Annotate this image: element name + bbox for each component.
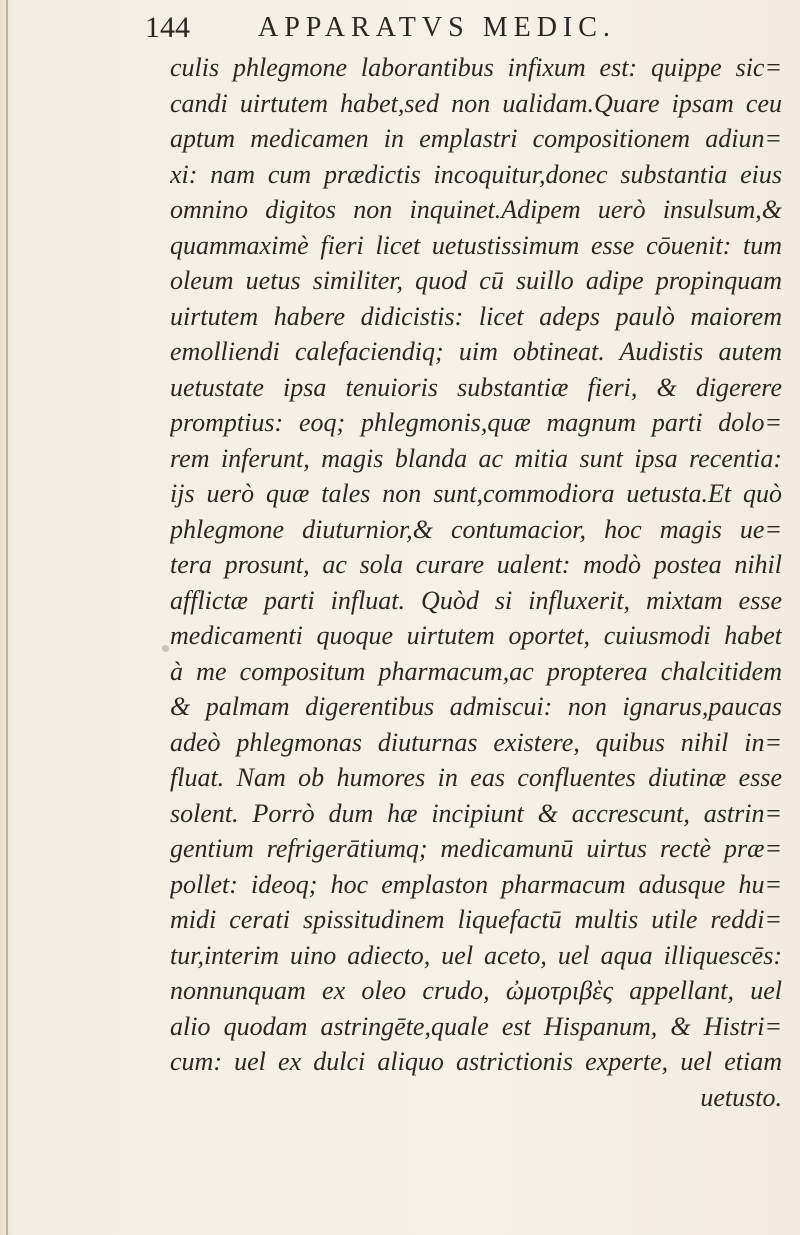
running-head: APPARATVS MEDIC. <box>258 12 616 43</box>
body-text <box>170 50 782 1115</box>
page-number: 144 <box>145 11 190 44</box>
text-line: uetusto. <box>700 1082 782 1112</box>
text-line: & palmam digerentibus admiscui: non ignarus,paucas <box>170 692 782 721</box>
text-line: aptum medicamen in emplastri compositionem adiun= <box>170 124 782 153</box>
text-line: solent. Porrò dum hæ incipiunt & accrescunt, astrin= <box>170 798 782 828</box>
text-line: cum: uel ex dulci aliquo astrictionis experte, uel etiam <box>170 1047 782 1076</box>
text-line: tera prosunt, ac sola curare ualent: modò postea nihil <box>170 550 782 579</box>
page-edge <box>6 0 8 1235</box>
text-line: fluat. Nam ob humores in eas confluentes diutinæ esse <box>170 763 782 792</box>
text-line: alio quodam astringēte,quale est Hispanum, & Histri= <box>170 1011 782 1041</box>
text-line: rem inferunt, magis blanda ac mitia sunt ipsa recentia: <box>170 443 782 473</box>
text-line: adeò phlegmonas diuturnas existere, quibus nihil in= <box>170 727 782 757</box>
text-line: phlegmone diuturnior,& contumacior, hoc magis ue= <box>170 514 782 544</box>
text-line: emolliendi calefaciendiq; uim obtineat. Audistis autem <box>170 337 782 366</box>
text-line: gentium refrigerātiumq; medicamunū uirtus rectè præ= <box>170 834 782 863</box>
text-line: medicamenti quoque uirtutem oportet, cuiusmodi habet <box>170 621 782 650</box>
text-line: xi: nam cum prædictis incoquitur,donec substantia eius <box>170 159 782 189</box>
text-line: midi cerati spissitudinem liquefactū multis utile reddi= <box>170 905 782 934</box>
text-line: afflictæ parti influat. Quòd si influxerit, mixtam esse <box>170 585 782 615</box>
text-line: uirtutem habere didicistis: licet adeps paulò maiorem <box>170 301 782 331</box>
text-line: culis phlegmone laborantibus infixum est: quippe sic= <box>170 53 782 82</box>
page-header <box>145 6 785 50</box>
text-line: promptius: eoq; phlegmonis,quæ magnum parti dolo= <box>170 408 782 437</box>
text-line: nonnunquam ex oleo crudo, ὠμοτριβὲς appellant, uel <box>170 976 782 1005</box>
text-line: à me compositum pharmacum,ac propterea chalcitidem <box>170 656 782 686</box>
text-line: uetustate ipsa tenuioris substantiæ fieri, & digerere <box>170 372 782 402</box>
margin-blot <box>162 645 169 652</box>
text-line: pollet: ideoq; hoc emplaston pharmacum adusque hu= <box>170 869 782 899</box>
text-line: oleum uetus similiter, quod cū suillo adipe propinquam <box>170 266 782 295</box>
text-line: candi uirtutem habet,sed non ualidam.Quare ipsam ceu <box>170 88 782 118</box>
text-line: tur,interim uino adiecto, uel aceto, uel aqua illiquescēs: <box>170 940 782 970</box>
text-line: ijs uerò quæ tales non sunt,commodiora uetusta.Et quò <box>170 479 782 508</box>
text-line: omnino digitos non inquinet.Adipem uerò insulsum,& <box>170 195 782 224</box>
text-line: quammaximè fieri licet uetustissimum esse cōuenit: tum <box>170 230 782 260</box>
